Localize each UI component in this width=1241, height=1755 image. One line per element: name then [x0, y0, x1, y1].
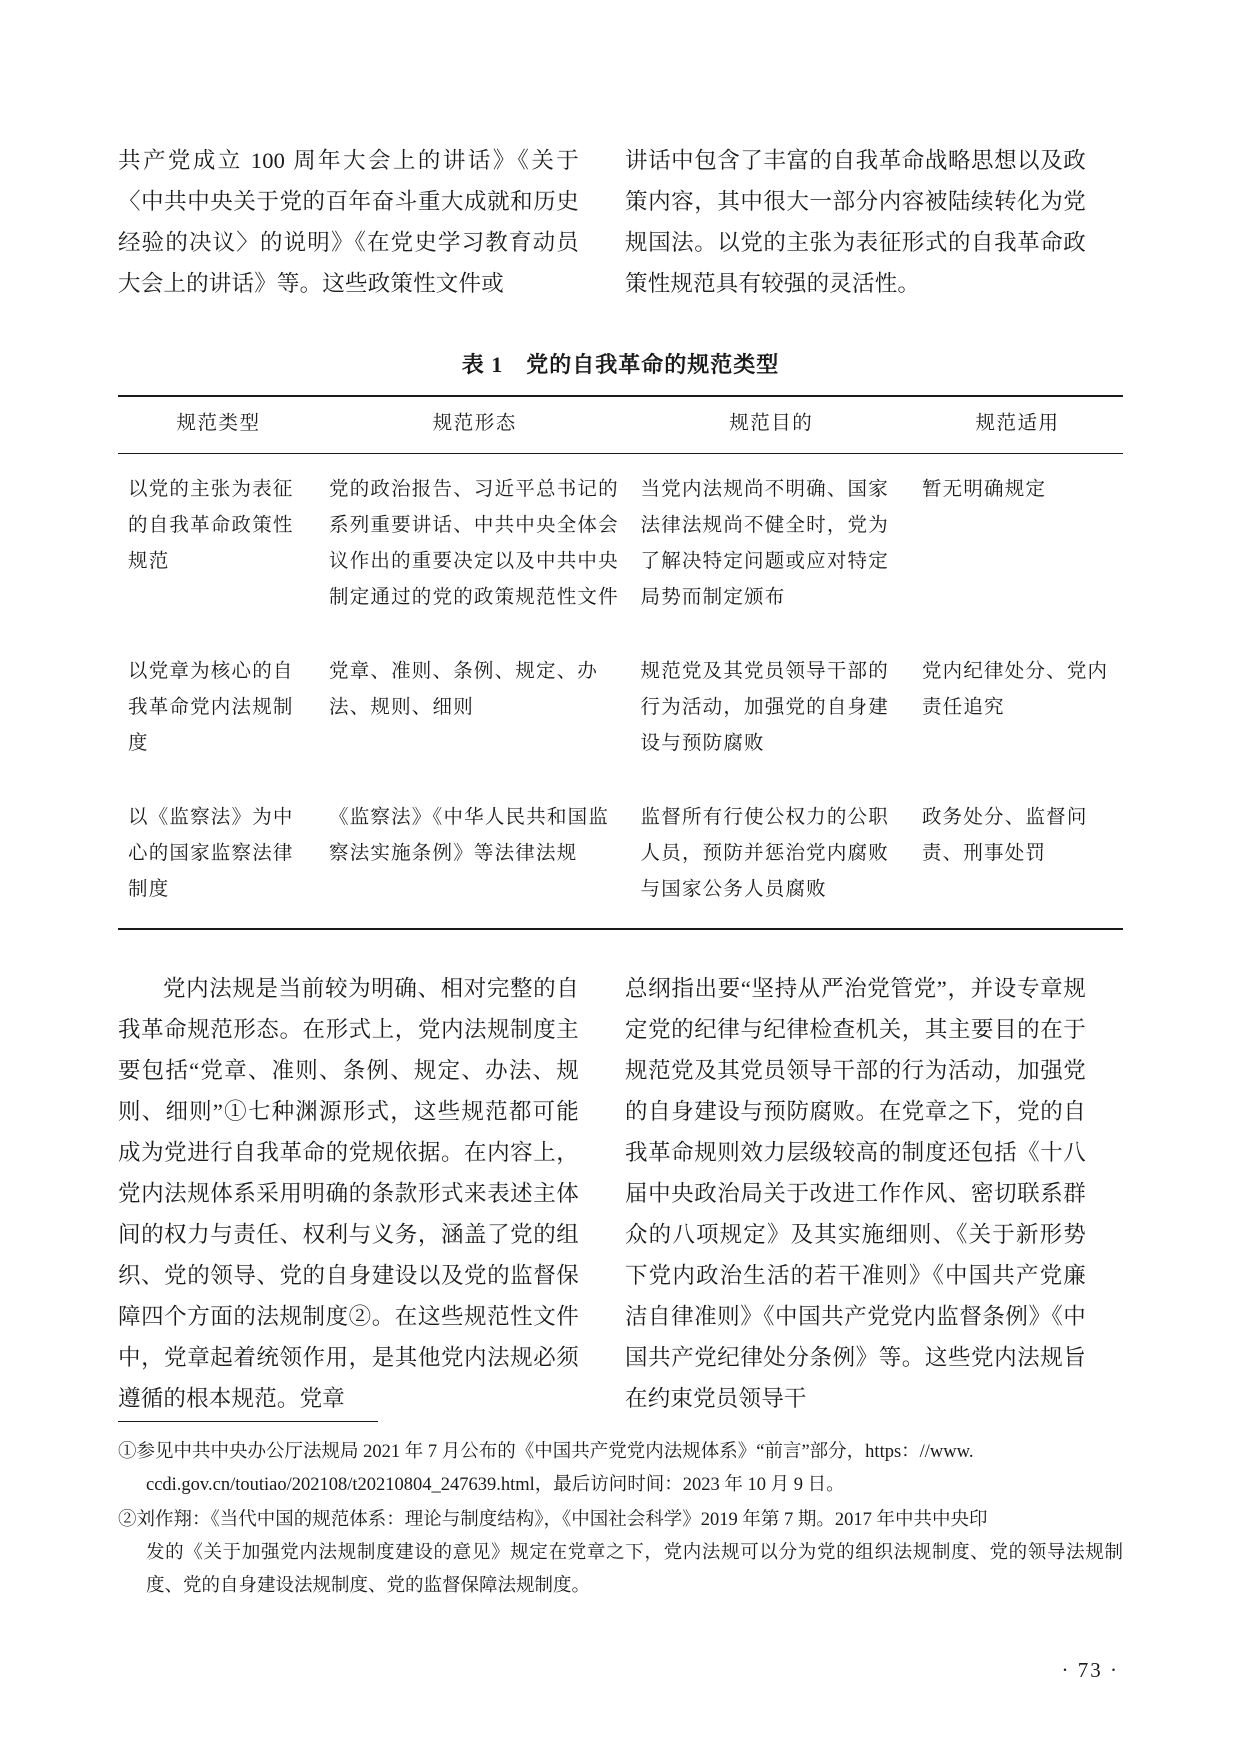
footnote-first-line: ①参见中共中央办公厅法规局 2021 年 7 月公布的《中国共产党党内法规体系》“前言”部分，https：//www. — [118, 1442, 974, 1462]
cell-purpose: 监督所有行使公权力的公职人员，预防并惩治党内腐败与国家公务人员腐败 — [631, 782, 912, 929]
cell-form: 《监察法》《中华人民共和国监察法实施条例》等法律法规 — [319, 782, 631, 929]
page-number: · 73 · — [1061, 1658, 1119, 1682]
table-body — [118, 454, 1123, 930]
footnote-rule — [118, 1421, 378, 1422]
footnote-continuation: ccdi.gov.cn/toutiao/202108/t20210804_247639.html，最后访问时间：2023 年 10 月 9 日。 — [146, 1475, 845, 1495]
top-left-column — [118, 140, 579, 304]
top-left-paragraph: 共产党成立 100 周年大会上的讲话》《关于〈中共中央关于党的百年奋斗重大成就和历史经验的决议〉的说明》《在党史学习教育动员大会上的讲话》等。这些政策性文件或 — [118, 148, 579, 296]
norm-types-table-wrapper — [118, 348, 1123, 930]
bottom-left-paragraph: 党内法规是当前较为明确、相对完整的自我革命规范形态。在形式上，党内法规制度主要包括“党章、准则、条例、规定、办法、规则、细则”①七种渊源形式，这些规范都可能成为党进行自我革命的党规依据。在内容上，党内法规体系采用明确的条款形式来表述主体间的权力与责任、权利与义务，涵盖了党的组织、党的领导、党的自身建设以及党的监督保障四个方面的法规制度②。在这些规范性文件中，党章起着统领作用，是其他党内法规必须遵循的根本规范。党章 — [118, 976, 579, 1411]
cell-form: 党的政治报告、习近平总书记的系列重要讲话、中共中央全体会议作出的重要决定以及中共中央制定通过的党的政策规范性文件 — [329, 479, 619, 608]
table-row — [118, 782, 1123, 929]
top-right-column — [625, 140, 1086, 304]
table-row — [118, 636, 1123, 782]
cell-purpose: 规范党及其党员领导干部的行为活动，加强党的自身建设与预防腐败 — [640, 661, 889, 754]
footnote-continuation: 发的《关于加强党内法规制度建设的意见》规定在党章之下，党内法规可以分为党的组织法规制度、党的领导法规制度、党的自身建设法规制度、党的监督保障法规制度。 — [146, 1543, 1123, 1596]
footnotes — [118, 1421, 1123, 1605]
cell-purpose: 当党内法规尚不明确、国家法律法规尚不健全时，党为了解决特定问题或应对特定局势而制定颁布 — [640, 479, 889, 608]
cell-type: 以党的主张为表征的自我革命政策性规范 — [128, 479, 294, 572]
bottom-text-columns — [118, 968, 1123, 1419]
footnote-first-line: ②刘作翔：《当代中国的规范体系：理论与制度结构》，《中国社会科学》2019 年第 7 期。2017 年中共中央印 — [118, 1510, 988, 1530]
bottom-left-column — [118, 968, 579, 1419]
table-header-cell-form: 规范形态 — [319, 396, 631, 454]
norm-types-table — [118, 395, 1123, 930]
table-caption: 表 1 党的自我革命的规范类型 — [461, 352, 780, 377]
table-head — [118, 396, 1123, 454]
table-header-cell-purpose: 规范目的 — [631, 396, 912, 454]
bottom-right-column — [625, 968, 1086, 1419]
table-header-cell-application: 规范适用 — [912, 396, 1123, 454]
footnote-item — [118, 1436, 1123, 1502]
cell-application: 暂无明确规定 — [921, 479, 1047, 500]
bottom-right-paragraph: 总纲指出要“坚持从严治党管党”，并设专章规定党的纪律与纪律检查机关，其主要目的在于规范党及其党员领导干部的行为活动，加强党的自身建设与预防腐败。在党章之下，党的自我革命规则效力层级较高的制度还包括《十八届中央政治局关于改进工作作风、密切联系群众的八项规定》及其实施细则、《关于新形势下党内政治生活的若干准则》《中国共产党廉洁自律准则》《中国共产党党内监督条例》《中国共产党纪律处分条例》等。这些党内法规旨在约束党员领导干 — [625, 976, 1086, 1411]
top-text-columns — [118, 140, 1123, 304]
cell-application: 党内纪律处分、党内责任追究 — [921, 661, 1109, 718]
footnote-item — [118, 1504, 1123, 1603]
cell-type: 以党章为核心的自我革命党内法规制度 — [128, 661, 294, 754]
table-header-cell-type: 规范类型 — [118, 396, 319, 454]
table-header-row — [118, 396, 1123, 454]
cell-form: 党章、准则、条例、规定、办法、规则、细则 — [329, 661, 599, 718]
table-row — [118, 454, 1123, 637]
cell-type: 以《监察法》为中心的国家监察法律制度 — [118, 782, 319, 929]
cell-application: 政务处分、监督问责、刑事处罚 — [912, 782, 1123, 929]
top-right-paragraph: 讲话中包含了丰富的自我革命战略思想以及政策内容，其中很大一部分内容被陆续转化为党规国法。以党的主张为表征形式的自我革命政策性规范具有较强的灵活性。 — [625, 148, 1086, 296]
